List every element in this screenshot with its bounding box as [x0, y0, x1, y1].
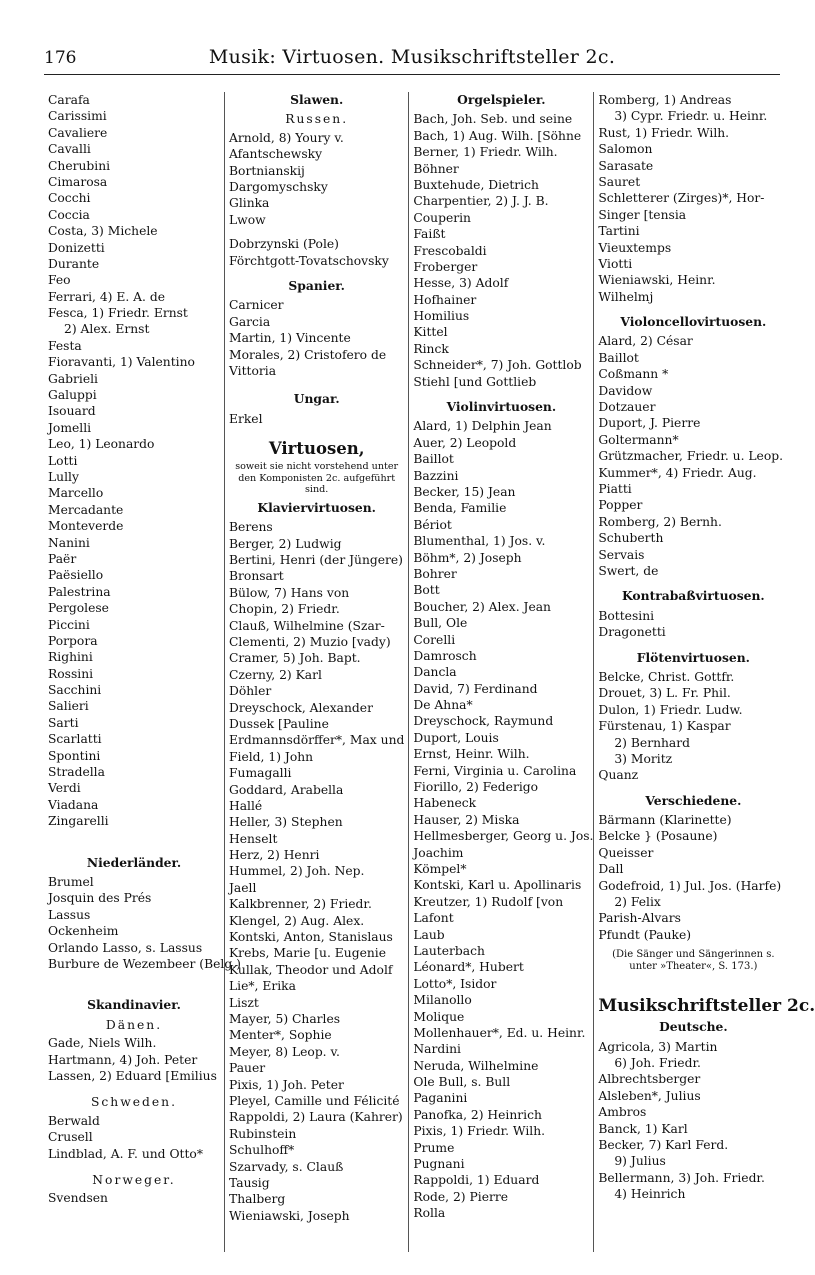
index-entry: 3) Cypr. Friedr. u. Heinr.: [614, 109, 768, 124]
index-entry: Kalkbrenner, 2) Friedr.: [229, 897, 372, 912]
index-entry: Monteverde: [48, 519, 124, 534]
index-entry: Salomon: [598, 142, 653, 157]
index-entry: Cavaliere: [48, 125, 108, 140]
index-entry: Brumel: [48, 874, 94, 889]
index-entry: Meyer, 8) Leop. v.: [229, 1044, 340, 1059]
index-entry: Böhner: [413, 161, 459, 176]
index-entry: Chopin, 2) Friedr.: [229, 602, 340, 617]
subsection-heading: Russen.: [285, 112, 349, 127]
index-entry: Szarvady, s. Clauß: [229, 1159, 344, 1174]
index-entry: Servais: [598, 547, 645, 562]
saenger-note: (Die Sänger und Sängerinnen s. unter »Theater«, S. 173.): [612, 949, 775, 973]
section-heading: Orgelspieler.: [457, 92, 546, 107]
index-entry: Rust, 1) Friedr. Wilh.: [598, 125, 730, 140]
russen-list-2: [229, 236, 404, 269]
index-entry: Lindblad, A. F. und Otto*: [48, 1146, 203, 1161]
index-entry: Pauer: [229, 1061, 266, 1076]
index-entry: Mollenhauer*, Ed. u. Heinr.: [413, 1025, 586, 1040]
index-entry: Godefroid, 1) Jul. Jos. (Harfe): [598, 878, 782, 893]
index-entry: Duport, Louis: [413, 730, 499, 745]
violin-list-continued: [598, 92, 788, 305]
index-entry: Salieri: [48, 699, 89, 714]
index-entry: Paganini: [413, 1091, 468, 1106]
index-entry: Mercadante: [48, 502, 124, 517]
subsection-heading: Norweger.: [92, 1172, 176, 1187]
index-entry: Swert, de: [598, 563, 659, 578]
page-number: 176: [44, 48, 77, 68]
index-entry: Donizetti: [48, 240, 105, 255]
section-heading: Ungar.: [293, 391, 340, 407]
index-entry: Romberg, 1) Andreas: [598, 93, 732, 107]
index-entry: Palestrina: [48, 584, 111, 599]
index-entry: Dragonetti: [598, 625, 666, 640]
index-entry: Banck, 1) Karl: [598, 1121, 688, 1136]
index-entry: Tausig: [229, 1175, 270, 1190]
index-entry: Galuppi: [48, 388, 97, 403]
index-entry: Bülow, 7) Hans von: [229, 585, 350, 600]
index-entry: Clauß, Wilhelmine (Szar-: [229, 618, 385, 633]
index-entry: Bertini, Henri (der Jüngere): [229, 553, 403, 568]
index-entry: Fioravanti, 1) Valentino: [48, 355, 195, 370]
index-entry: Dancla: [413, 665, 457, 680]
index-entry: Albrechtsberger: [598, 1072, 701, 1087]
index-entry: Hesse, 3) Adolf: [413, 276, 509, 291]
index-entry: 2) Alex. Ernst: [64, 322, 150, 337]
index-entry: Stiehl [und Gottlieb: [413, 374, 537, 389]
index-entry: Morales, 2) Cristofero de: [229, 347, 387, 362]
index-entry: Bortnianskij: [229, 163, 305, 178]
index-entry: Marcello: [48, 486, 104, 501]
index-entry: Dreyschock, Raymund: [413, 714, 554, 729]
index-entry: Porpora: [48, 633, 98, 648]
index-entry: Schneider*, 7) Joh. Gottlob: [413, 358, 582, 373]
index-entry: Bellermann, 3) Joh. Friedr.: [598, 1170, 765, 1185]
index-entry: 2) Felix: [614, 895, 661, 910]
index-entry: Krebs, Marie [u. Eugenie: [229, 946, 386, 961]
index-entry: Bériot: [413, 517, 452, 532]
index-entry: Carafa: [48, 93, 90, 107]
column-3: [408, 92, 593, 1252]
index-entry: Molique: [413, 1009, 465, 1024]
index-entry: Hallé: [229, 798, 263, 813]
index-entry: Heller, 3) Stephen: [229, 815, 343, 830]
index-entry: Joachim: [413, 845, 464, 860]
section-heading: Flötenvirtuosen.: [636, 649, 750, 665]
index-entry: Schulhoff*: [229, 1143, 295, 1158]
index-entry: Queisser: [598, 845, 654, 860]
index-entry: Damrosch: [413, 648, 477, 663]
index-entry: Isouard: [48, 404, 96, 419]
index-entry: Léonard*, Hubert: [413, 960, 524, 975]
index-entry: Frescobaldi: [413, 243, 487, 258]
index-entry: Hellmesberger, Georg u. Jos.: [413, 829, 594, 844]
index-entry: Fesca, 1) Friedr. Ernst: [48, 306, 188, 321]
index-entry: Carnicer: [229, 298, 284, 313]
index-entry: Döhler: [229, 684, 272, 699]
index-entry: Wieniawski, Heinr.: [598, 273, 716, 288]
index-entry: Liszt: [229, 995, 259, 1010]
index-entry: Cavalli: [48, 142, 91, 157]
section-heading: Verschiedene.: [645, 792, 742, 808]
index-entry: Baillot: [413, 452, 454, 467]
index-entry: Habeneck: [413, 796, 477, 811]
index-entry: Ferni, Virginia u. Carolina: [413, 763, 577, 778]
index-entry: Verdi: [48, 781, 81, 796]
index-entry: Dall: [598, 862, 624, 877]
index-entry: Martin, 1) Vincente: [229, 331, 351, 346]
index-entry: Pixis, 1) Joh. Peter: [229, 1077, 344, 1092]
index-entry: Glinka: [229, 196, 270, 211]
niederlaender-list: [48, 874, 241, 972]
index-entry: Bronsart: [229, 569, 284, 584]
index-entry: Parish-Alvars: [598, 911, 681, 926]
index-entry: Boucher, 2) Alex. Jean: [413, 599, 551, 614]
index-entry: Dargomyschsky: [229, 179, 328, 194]
section-heading: Kontrabaßvirtuosen.: [622, 588, 765, 604]
index-entry: David, 7) Ferdinand: [413, 681, 538, 696]
index-entry: Svendsen: [48, 1191, 108, 1206]
index-entry: Berger, 2) Ludwig: [229, 536, 342, 551]
index-entry: Dobrzynski (Pole): [229, 237, 339, 252]
index-entry: 2) Bernhard: [614, 735, 691, 750]
index-entry: Sarti: [48, 715, 79, 730]
section-heading: Klaviervirtuosen.: [257, 499, 376, 515]
index-entry: Ernst, Heinr. Wilh.: [413, 747, 530, 762]
index-entry: Klengel, 2) Aug. Alex.: [229, 913, 365, 928]
index-entry: Förchtgott-Tovatschovsky: [229, 253, 389, 268]
index-entry: Bott: [413, 583, 440, 598]
subsection-heading: Schweden.: [90, 1095, 177, 1110]
index-entry: Ambros: [598, 1105, 647, 1120]
index-entry: Schuberth: [598, 531, 664, 546]
index-entry: 3) Moritz: [614, 751, 673, 766]
index-entry: Bohrer: [413, 566, 457, 581]
deutsche-list: [598, 1039, 788, 1203]
index-entry: Thalberg: [229, 1192, 286, 1207]
spanier-list: [229, 297, 404, 379]
index-entry: Böhm*, 2) Joseph: [413, 550, 522, 565]
index-entry: Auer, 2) Leopold: [413, 435, 517, 450]
index-entry: Rolla: [413, 1206, 446, 1221]
index-entry: Righini: [48, 650, 93, 665]
index-entry: Davidow: [598, 383, 653, 398]
index-entry: Laub: [413, 927, 445, 942]
section-heading: Slawen.: [290, 92, 344, 107]
index-entry: Berner, 1) Friedr. Wilh.: [413, 145, 558, 160]
musikschriftsteller-heading: Musikschriftsteller 2c.: [598, 996, 815, 1017]
index-entry: Panofka, 2) Heinrich: [413, 1107, 542, 1122]
index-entry: Froberger: [413, 259, 478, 274]
index-entry: Erkel: [229, 411, 263, 426]
index-entry: Lotti: [48, 453, 78, 468]
index-entry: Kontski, Karl u. Apollinaris: [413, 878, 582, 893]
index-entry: Bärmann (Klarinette): [598, 813, 732, 828]
index-entry: Pugnani: [413, 1157, 465, 1172]
index-entry: Lully: [48, 469, 79, 484]
index-entry: Vittoria: [229, 363, 277, 378]
index-entry: Burbure de Wezembeer (Belg.): [48, 956, 241, 971]
index-entry: Garcia: [229, 314, 271, 329]
index-entry: Cramer, 5) Joh. Bapt.: [229, 651, 361, 666]
index-entry: Pleyel, Camille und Félicité: [229, 1093, 400, 1108]
index-entry: Pixis, 1) Friedr. Wilh.: [413, 1124, 546, 1139]
index-entry: Piatti: [598, 482, 632, 496]
index-entry: Fürstenau, 1) Kaspar: [598, 719, 731, 734]
index-entry: Benda, Familie: [413, 501, 507, 516]
index-entry: Lassus: [48, 907, 91, 922]
verschiedene-list: [598, 812, 788, 943]
column-2: [224, 92, 408, 1252]
index-entry: Dreyschock, Alexander: [229, 700, 373, 715]
index-entry: Lotto*, Isidor: [413, 976, 497, 991]
index-entry: Spontini: [48, 748, 101, 763]
index-entry: Fumagalli: [229, 766, 292, 781]
index-entry: Crusell: [48, 1130, 93, 1145]
index-entry: Zingarelli: [48, 814, 109, 829]
index-entry: Alard, 1) Delphin Jean: [413, 419, 552, 434]
section-heading: Violinvirtuosen.: [446, 399, 557, 415]
virtuosen-note: soweit sie nicht vorstehend unter den Komponisten 2c. aufgeführt sind.: [235, 461, 399, 496]
index-entry: Quanz: [598, 768, 639, 783]
index-entry: Field, 1) John: [229, 749, 314, 764]
index-entry: Rubinstein: [229, 1126, 297, 1141]
column-1: [44, 92, 241, 1252]
index-entry: 6) Joh. Friedr.: [614, 1056, 701, 1070]
index-entry: Faißt: [413, 227, 446, 242]
index-entry: Sarasate: [598, 158, 654, 173]
index-entry: Rossini: [48, 666, 94, 681]
index-entry: Hauser, 2) Miska: [413, 812, 520, 827]
column-4: [593, 92, 815, 1252]
index-entry: Durante: [48, 256, 100, 271]
index-entry: Wilhelmj: [598, 289, 654, 304]
index-entry: Leo, 1) Leonardo: [48, 437, 155, 452]
index-entry: Duport, J. Pierre: [598, 416, 701, 431]
section-heading: Deutsche.: [659, 1019, 728, 1035]
index-entry: Kummer*, 4) Friedr. Aug.: [598, 465, 757, 480]
schweden-list: [48, 1113, 220, 1162]
index-entry: Kömpel*: [413, 862, 467, 876]
index-entry: Gabrieli: [48, 371, 98, 386]
index-entry: Agricola, 3) Martin: [598, 1039, 718, 1054]
index-entry: Couperin: [413, 210, 471, 225]
orgel-list: [413, 111, 589, 390]
violin-list: [413, 418, 594, 1221]
index-entry: Hartmann, 4) Joh. Peter: [48, 1052, 198, 1067]
index-entry: Bull, Ole: [413, 616, 468, 631]
cello-list: [598, 333, 788, 579]
index-entry: Bach, 1) Aug. Wilh. [Söhne: [413, 128, 582, 143]
index-entry: Piccini: [48, 617, 90, 632]
index-entry: Bottesini: [598, 608, 655, 623]
index-entry: Schletterer (Zirges)*, Hor-: [598, 191, 765, 206]
index-entry: Buxtehude, Dietrich: [413, 177, 539, 192]
klavier-list: [229, 519, 404, 1224]
kontrabass-list: [598, 608, 788, 641]
index-entry: Becker, 7) Karl Ferd.: [598, 1137, 729, 1152]
index-entry: Stradella: [48, 765, 105, 780]
daenen-list: [48, 1035, 220, 1084]
index-entry: Rappoldi, 1) Eduard: [413, 1173, 540, 1188]
index-entry: Berwald: [48, 1113, 100, 1128]
index-entry: Prume: [413, 1140, 455, 1155]
index-entry: Festa: [48, 338, 82, 353]
index-entry: Pergolese: [48, 601, 109, 616]
index-entry: Homilius: [413, 309, 470, 324]
index-entry: Belcke, Christ. Gottfr.: [598, 669, 735, 684]
index-entry: Paësiello: [48, 568, 104, 583]
index-entry: Nanini: [48, 535, 90, 550]
index-entry: Coßmann *: [598, 367, 669, 382]
index-entry: Sacchini: [48, 683, 102, 698]
index-entry: Hofhainer: [413, 292, 477, 307]
index-entry: Viadana: [48, 797, 99, 812]
index-entry: Wieniawski, Joseph: [229, 1208, 350, 1223]
page-header: [44, 44, 780, 75]
index-entry: Kreutzer, 1) Rudolf [von: [413, 894, 564, 909]
index-entry: Arnold, 8) Youry v.: [229, 130, 344, 145]
index-entry: 4) Heinrich: [614, 1187, 686, 1202]
index-entry: Afantschewsky: [229, 147, 323, 162]
index-entry: Ole Bull, s. Bull: [413, 1075, 511, 1090]
index-entry: Lassen, 2) Eduard [Emilius: [48, 1068, 217, 1083]
section-heading: Spanier.: [288, 277, 345, 293]
index-entry: Singer [tensia: [598, 207, 687, 222]
index-entry: Rappoldi, 2) Laura (Kahrer): [229, 1110, 403, 1125]
index-entry: Bazzini: [413, 468, 459, 483]
index-entry: Pfundt (Pauke): [598, 927, 692, 942]
ungar-list: [229, 411, 404, 427]
index-entry: Rode, 2) Pierre: [413, 1189, 509, 1204]
norweger-list: [48, 1190, 220, 1206]
index-entry: 9) Julius: [614, 1154, 666, 1169]
index-entry: Paër: [48, 551, 77, 566]
index-entry: Tartini: [598, 224, 640, 239]
virtuosen-heading: Virtuosen,: [268, 439, 365, 459]
index-entry: Kontski, Anton, Stanislaus: [229, 930, 393, 945]
index-entry: Ockenheim: [48, 924, 119, 939]
floete-list: [598, 669, 788, 784]
index-entry: Alard, 2) César: [598, 334, 693, 349]
index-entry: Jomelli: [48, 420, 92, 435]
index-entry: Viotti: [598, 256, 633, 271]
index-entry: Cimarosa: [48, 174, 108, 189]
index-entry: Cocchi: [48, 191, 91, 206]
index-entry: Bach, Joh. Seb. und seine: [413, 112, 573, 127]
index-entry: Menter*, Sophie: [229, 1028, 332, 1043]
index-entry: Vieuxtemps: [598, 240, 672, 255]
index-entry: Coccia: [48, 207, 90, 222]
section-heading: Niederländer.: [86, 854, 182, 870]
index-entry: Dulon, 1) Friedr. Ludw.: [598, 702, 743, 717]
index-entry: Herz, 2) Henri: [229, 848, 320, 863]
index-entry: Blumenthal, 1) Jos. v.: [413, 534, 546, 549]
index-entry: Fiorillo, 2) Federigo: [413, 780, 539, 795]
index-entry: Lafont: [413, 911, 454, 926]
index-entry: Lwow: [229, 212, 266, 227]
index-entry: Hummel, 2) Joh. Nep.: [229, 864, 365, 879]
index-entry: Sauret: [598, 174, 641, 189]
index-entry: Carissimi: [48, 109, 107, 124]
section-heading: Violoncellovirtuosen.: [620, 314, 767, 330]
index-entry: Romberg, 2) Bernh.: [598, 514, 722, 529]
index-entry: Czerny, 2) Karl: [229, 667, 322, 682]
italian-composers-list: [48, 92, 220, 830]
index-entry: Becker, 15) Jean: [413, 485, 516, 500]
index-entry: De Ahna*: [413, 698, 473, 713]
index-entry: Orlando Lasso, s. Lassus: [48, 940, 203, 955]
index-entry: Baillot: [598, 350, 639, 365]
index-entry: Dotzauer: [598, 400, 656, 415]
index-entry: Costa, 3) Michele: [48, 224, 158, 239]
index-entry: Henselt: [229, 831, 278, 846]
index-entry: Kittel: [413, 325, 448, 340]
index-entry: Feo: [48, 273, 71, 288]
index-entry: Belcke } (Posaune): [598, 829, 718, 844]
index-entry: Goddard, Arabella: [229, 782, 344, 797]
index-entry: Lauterbach: [413, 943, 485, 958]
subsection-heading: Dänen.: [105, 1017, 163, 1032]
section-heading: Skandinavier.: [87, 997, 181, 1013]
index-columns: [44, 92, 815, 1252]
index-entry: Corelli: [413, 632, 456, 647]
index-entry: Mayer, 5) Charles: [229, 1012, 341, 1026]
index-entry: Dussek [Pauline: [229, 716, 329, 731]
index-entry: Gade, Niels Wilh.: [48, 1036, 157, 1051]
index-entry: Clementi, 2) Muzio [vady): [229, 635, 391, 650]
index-entry: Charpentier, 2) J. J. B.: [413, 194, 549, 209]
russen-list: [229, 130, 404, 228]
index-entry: Neruda, Wilhelmine: [413, 1058, 539, 1073]
page-title: Musik: Virtuosen. Musikschriftsteller 2c.: [208, 46, 616, 68]
index-entry: Milanollo: [413, 993, 472, 1008]
index-entry: Drouet, 3) L. Fr. Phil.: [598, 686, 731, 701]
index-entry: Nardini: [413, 1042, 461, 1057]
index-entry: Popper: [598, 498, 643, 513]
index-entry: Ferrari, 4) E. A. de: [48, 289, 166, 304]
index-entry: Josquin des Prés: [48, 891, 152, 906]
index-entry: Cherubini: [48, 158, 111, 173]
index-entry: Berens: [229, 520, 273, 535]
index-entry: Scarlatti: [48, 732, 102, 747]
index-entry: Rinck: [413, 341, 449, 356]
index-entry: Alsleben*, Julius: [598, 1088, 701, 1103]
index-entry: Grützmacher, Friedr. u. Leop.: [598, 449, 784, 464]
index-entry: Goltermann*: [598, 432, 679, 447]
index-entry: Lie*, Erika: [229, 979, 296, 994]
index-entry: Erdmannsdörffer*, Max und: [229, 733, 405, 748]
index-entry: Kullak, Theodor und Adolf: [229, 962, 393, 977]
index-entry: Jaell: [229, 880, 257, 895]
